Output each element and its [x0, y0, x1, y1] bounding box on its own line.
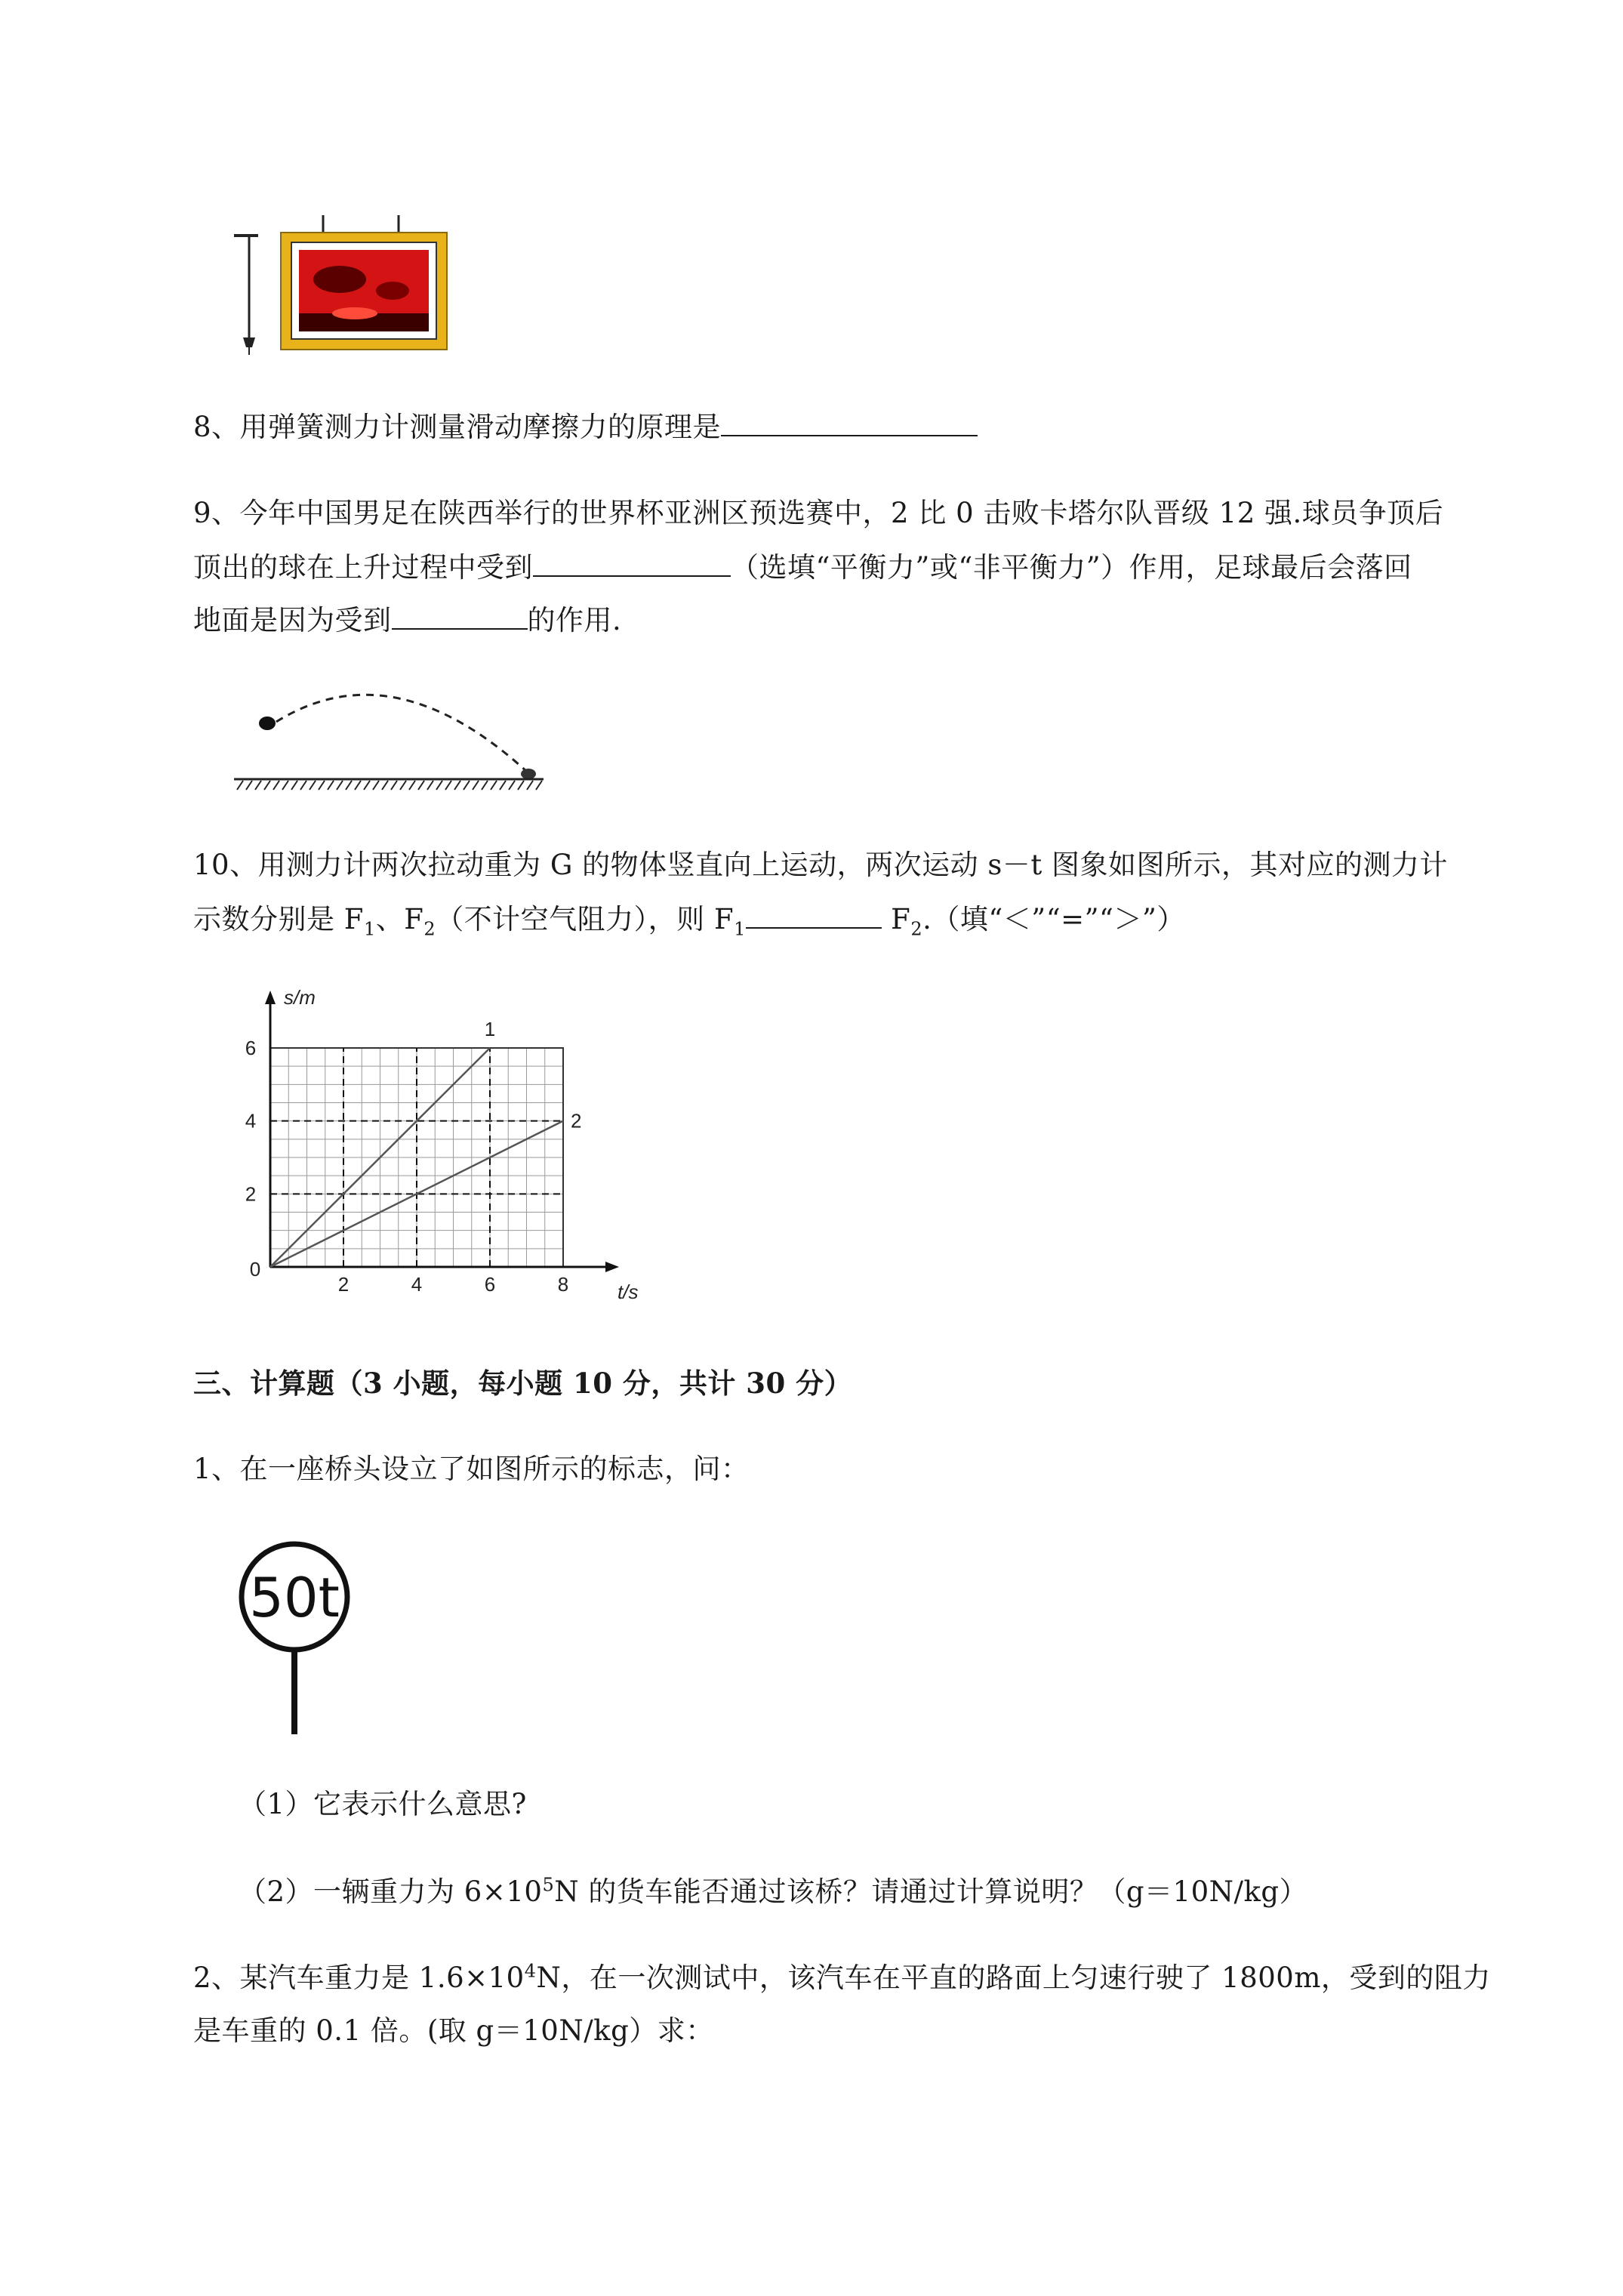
answer-blank — [746, 900, 882, 929]
y-axis-label: s/m — [284, 986, 316, 1009]
y-tick-label: 6 — [245, 1037, 257, 1059]
x-tick-label: 4 — [411, 1273, 423, 1296]
ball-trajectory-figure — [226, 680, 559, 793]
answer-blank — [392, 601, 528, 630]
question-9-line-2: 顶出的球在上升过程中受到 （选填“平衡力”或“非平衡力”）作用，足球最后会落回 — [193, 548, 1412, 586]
answer-blank — [721, 408, 978, 436]
series-label-1: 1 — [484, 1018, 496, 1040]
section-3-title: 三、计算题（3 小题，每小题 10 分，共计 30 分） — [193, 1367, 853, 1400]
calc-question-2-line-2: 是车重的 0.1 倍。(取 g＝10N/kg）求： — [193, 2014, 714, 2047]
calc-question-2-line-1: 2、某汽车重力是 $1.6\times 10^4N$，在一次测试中，该汽车在平直的路面上匀速行驶了 1800m，受到的阻力 — [193, 1960, 1491, 1994]
answer-blank — [533, 548, 731, 577]
question-9-line-1: 9、今年中国男足在陕西举行的世界杯亚洲区预选赛中，2 比 0 击败卡塔尔队晋级 12 强.球员争顶后 — [193, 497, 1444, 529]
x-axis-label: t/s — [617, 1281, 639, 1303]
chart-labels — [245, 986, 639, 1303]
origin-label: 0 — [249, 1258, 261, 1281]
question-10-line-2: 示数分别是 $F_1$、$F_2$（不计空气阻力），则 $F_1$ $F_2$.（填“＜”“=”“＞”） — [193, 900, 1185, 938]
y-tick-label: 2 — [245, 1182, 257, 1206]
calc-question-1-sub-1: （1）它表示什么意思? — [239, 1788, 527, 1820]
spring-scale-picture-figure — [226, 208, 453, 359]
chart-axes — [265, 991, 619, 1272]
question-8: 8、用弹簧测力计测量滑动摩擦力的原理是 — [193, 408, 978, 445]
s-t-chart — [219, 982, 657, 1314]
x-axis-arrow — [605, 1262, 619, 1272]
series-label-2: 2 — [571, 1109, 582, 1133]
x-tick-label: 6 — [484, 1273, 496, 1296]
weight-limit-sign-figure — [230, 1536, 359, 1740]
question-9-line-3: 地面是因为受到 的作用. — [193, 601, 621, 639]
x-tick-label: 2 — [337, 1273, 350, 1296]
calc-question-1-sub-2: （2）一辆重力为 $6\times 10^5N$ 的货车能否通过该桥？请通过计算说明？（g＝10N/kg） — [239, 1874, 1308, 1908]
y-tick-label: 4 — [245, 1109, 257, 1133]
sign-text: 50t — [249, 1566, 340, 1629]
calc-question-1: 1、在一座桥头设立了如图所示的标志，问： — [193, 1453, 750, 1485]
y-axis-arrow — [265, 991, 276, 1004]
question-10-line-1: 10、用测力计两次拉动重为 G 的物体竖直向上运动，两次运动 s－t 图象如图所示，其对应的测力计 — [193, 849, 1449, 881]
x-tick-label: 8 — [557, 1273, 569, 1296]
